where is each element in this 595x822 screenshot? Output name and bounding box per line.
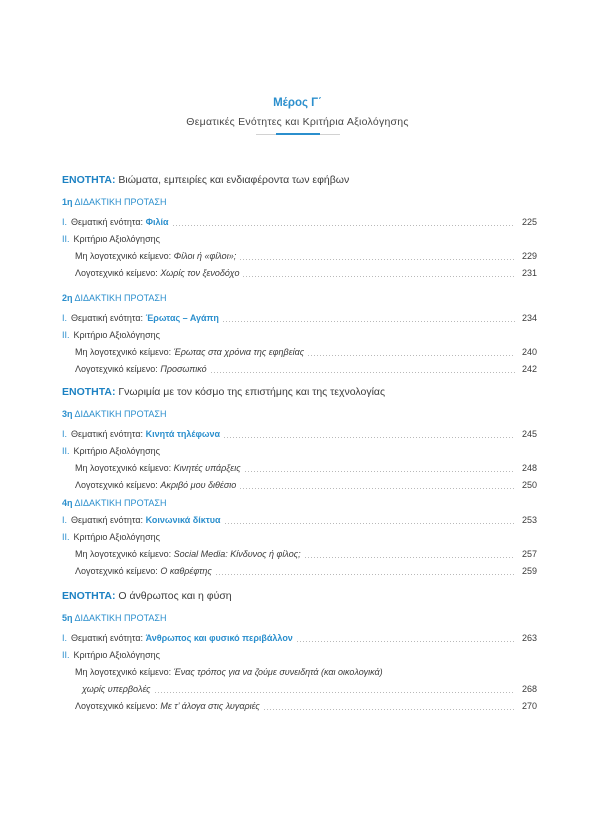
entry-label: Κριτήριο Αξιολόγησης	[73, 650, 160, 660]
page-number: 259	[521, 566, 537, 576]
entry-label: Κριτήριο Αξιολόγησης	[73, 330, 160, 340]
text-title: Με τ’ άλογα στις λυγαριές	[160, 701, 260, 711]
text-title: Έρωτας στα χρόνια της εφηβείας	[173, 347, 305, 357]
dot-leader	[308, 355, 515, 356]
roman-numeral: I.	[62, 217, 68, 227]
entry-text	[62, 327, 160, 344]
entry-text	[75, 361, 207, 378]
roman-numeral: II.	[62, 446, 70, 456]
entry-text	[75, 248, 236, 265]
page-number: 263	[521, 633, 537, 643]
unit-title: Γνωριμία με τον κόσμο της επιστήμης και της τεχνολογίας	[118, 386, 386, 398]
dot-leader	[211, 372, 515, 373]
entry-label: Θεματική ενότητα:	[71, 313, 144, 323]
text-title: Ο καθρέφτης	[160, 566, 212, 576]
dot-leader	[297, 641, 515, 642]
entry-text	[62, 426, 220, 443]
text-title: Social Media: Κίνδυνος ή φίλος;	[173, 549, 301, 559]
toc-entry-theme	[62, 630, 537, 647]
dot-leader	[155, 692, 515, 693]
entry-text	[62, 310, 219, 327]
page-number: 225	[521, 217, 537, 227]
text-title-continued: χωρίς υπερβολές	[82, 684, 151, 694]
entry-label: Λογοτεχνικό κείμενο:	[75, 566, 158, 576]
dot-leader	[245, 471, 515, 472]
toc-entry-text	[62, 664, 537, 681]
theme-title: Άνθρωπος και φυσικό περιβάλλον	[145, 633, 293, 643]
title-divider-accent	[276, 133, 320, 135]
theme-title: Φιλία	[145, 217, 169, 227]
toc-entry-text	[62, 546, 537, 563]
entry-label: Θεματική ενότητα:	[71, 515, 144, 525]
page-number: 250	[521, 480, 537, 490]
entry-label: Θεματική ενότητα:	[71, 217, 144, 227]
dot-leader	[216, 574, 515, 575]
proposal-label: ΔΙΔΑΚΤΙΚΗ ΠΡΟΤΑΣΗ	[74, 613, 167, 623]
proposal-label: ΔΙΔΑΚΤΙΚΗ ΠΡΟΤΑΣΗ	[74, 409, 167, 419]
unit-heading	[62, 171, 537, 189]
entry-text	[62, 443, 160, 460]
proposal-number: 5η	[62, 613, 73, 623]
toc-entry-theme	[62, 426, 537, 443]
entry-label: Κριτήριο Αξιολόγησης	[73, 234, 160, 244]
entry-label: Κριτήριο Αξιολόγησης	[73, 532, 160, 542]
page-number: 240	[521, 347, 537, 357]
text-title: Χωρίς τον ξενοδόχο	[160, 268, 240, 278]
entry-label: Κριτήριο Αξιολόγησης	[73, 446, 160, 456]
roman-numeral: II.	[62, 650, 70, 660]
entry-label: Λογοτεχνικό κείμενο:	[75, 364, 158, 374]
proposal-heading	[62, 290, 537, 307]
dot-leader	[264, 709, 515, 710]
text-title: Ακριβό μου διθέσιο	[160, 480, 237, 490]
toc-entry-text	[62, 344, 537, 361]
entry-label: Θεματική ενότητα:	[71, 429, 144, 439]
unit-label: ΕΝΟΤΗΤΑ:	[62, 590, 116, 602]
toc-entry-text	[62, 361, 537, 378]
proposal-number: 4η	[62, 498, 73, 508]
unit-label: ΕΝΟΤΗΤΑ:	[62, 386, 116, 398]
page-number: 257	[521, 549, 537, 559]
page-number: 248	[521, 463, 537, 473]
entry-label: Θεματική ενότητα:	[71, 633, 144, 643]
entry-label: Μη λογοτεχνικό κείμενο:	[75, 463, 172, 473]
unit-heading	[62, 383, 537, 401]
entry-label: Λογοτεχνικό κείμενο:	[75, 268, 158, 278]
roman-numeral: I.	[62, 633, 68, 643]
entry-text	[75, 460, 241, 477]
dot-leader	[305, 557, 515, 558]
entry-label: Λογοτεχνικό κείμενο:	[75, 701, 158, 711]
page-number: 229	[521, 251, 537, 261]
roman-numeral: I.	[62, 313, 68, 323]
roman-numeral: I.	[62, 515, 68, 525]
entry-label: Λογοτεχνικό κείμενο:	[75, 480, 158, 490]
proposal-label: ΔΙΔΑΚΤΙΚΗ ΠΡΟΤΑΣΗ	[74, 197, 167, 207]
unit-title: Ο άνθρωπος και η φύση	[118, 590, 232, 602]
entry-text	[75, 563, 212, 580]
entry-text	[62, 512, 221, 529]
proposal-heading	[62, 406, 537, 423]
toc-entry-theme	[62, 512, 537, 529]
dot-leader	[243, 276, 515, 277]
unit-heading	[62, 587, 537, 605]
entry-text	[75, 344, 304, 361]
toc-entry-text	[62, 563, 537, 580]
entry-text	[75, 546, 301, 563]
proposal-number: 1η	[62, 197, 73, 207]
proposal-heading	[62, 495, 537, 512]
toc-entry-text	[62, 460, 537, 477]
toc-entry-theme	[62, 214, 537, 231]
proposal-heading	[62, 194, 537, 211]
toc-entry-text	[62, 477, 537, 494]
entry-text	[62, 214, 169, 231]
entry-label: Μη λογοτεχνικό κείμενο:	[75, 667, 172, 677]
proposal-heading	[62, 610, 537, 627]
entry-text	[75, 664, 383, 681]
dot-leader	[240, 259, 515, 260]
entry-text	[75, 265, 239, 282]
theme-title: Κινητά τηλέφωνα	[145, 429, 221, 439]
entry-text	[62, 529, 160, 546]
toc-entry-assessment	[62, 529, 537, 546]
entry-label: Μη λογοτεχνικό κείμενο:	[75, 549, 172, 559]
entry-text	[82, 681, 151, 698]
toc-entry-text	[62, 248, 537, 265]
page-number: 242	[521, 364, 537, 374]
unit-label: ΕΝΟΤΗΤΑ:	[62, 174, 116, 186]
entry-text	[62, 630, 293, 647]
roman-numeral: II.	[62, 532, 70, 542]
part-subtitle: Θεματικές Ενότητες και Κριτήρια Αξιολόγησης	[186, 116, 409, 128]
proposal-label: ΔΙΔΑΚΤΙΚΗ ΠΡΟΤΑΣΗ	[74, 498, 167, 508]
toc-entry-text-continued	[62, 681, 537, 698]
dot-leader	[173, 225, 515, 226]
entry-text	[75, 477, 236, 494]
entry-label: Μη λογοτεχνικό κείμενο:	[75, 347, 172, 357]
toc-entry-assessment	[62, 327, 537, 344]
toc-entry-assessment	[62, 231, 537, 248]
page-number: 270	[521, 701, 537, 711]
toc-entry-text	[62, 265, 537, 282]
page-number: 268	[521, 684, 537, 694]
entry-label: Μη λογοτεχνικό κείμενο:	[75, 251, 172, 261]
text-title: Προσωπικό	[160, 364, 207, 374]
table-of-contents	[62, 171, 537, 715]
roman-numeral: II.	[62, 330, 70, 340]
page-number: 231	[521, 268, 537, 278]
page-number: 245	[521, 429, 537, 439]
entry-text	[75, 698, 260, 715]
proposal-number: 2η	[62, 293, 73, 303]
text-title: Κινητές υπάρξεις	[173, 463, 241, 473]
proposal-label: ΔΙΔΑΚΤΙΚΗ ΠΡΟΤΑΣΗ	[74, 293, 167, 303]
entry-text	[62, 231, 160, 248]
theme-title: Κοινωνικά δίκτυα	[145, 515, 221, 525]
dot-leader	[224, 437, 515, 438]
toc-entry-assessment	[62, 647, 537, 664]
proposal-number: 3η	[62, 409, 73, 419]
dot-leader	[223, 321, 515, 322]
text-title: Ένας τρόπος για να ζούμε συνειδητά (και οικολογικά)	[173, 667, 383, 677]
page-number: 234	[521, 313, 537, 323]
roman-numeral: I.	[62, 429, 68, 439]
page-number: 253	[521, 515, 537, 525]
entry-text	[62, 647, 160, 664]
part-title: Μέρος Γ΄	[273, 97, 322, 109]
toc-entry-assessment	[62, 443, 537, 460]
theme-title: Έρωτας – Αγάπη	[145, 313, 219, 323]
toc-entry-text	[62, 698, 537, 715]
unit-title: Βιώματα, εμπειρίες και ενδιαφέροντα των εφήβων	[118, 174, 350, 186]
toc-entry-theme	[62, 310, 537, 327]
dot-leader	[225, 523, 515, 524]
dot-leader	[240, 488, 515, 489]
text-title: Φίλοι ή «φίλοι»;	[173, 251, 237, 261]
roman-numeral: II.	[62, 234, 70, 244]
